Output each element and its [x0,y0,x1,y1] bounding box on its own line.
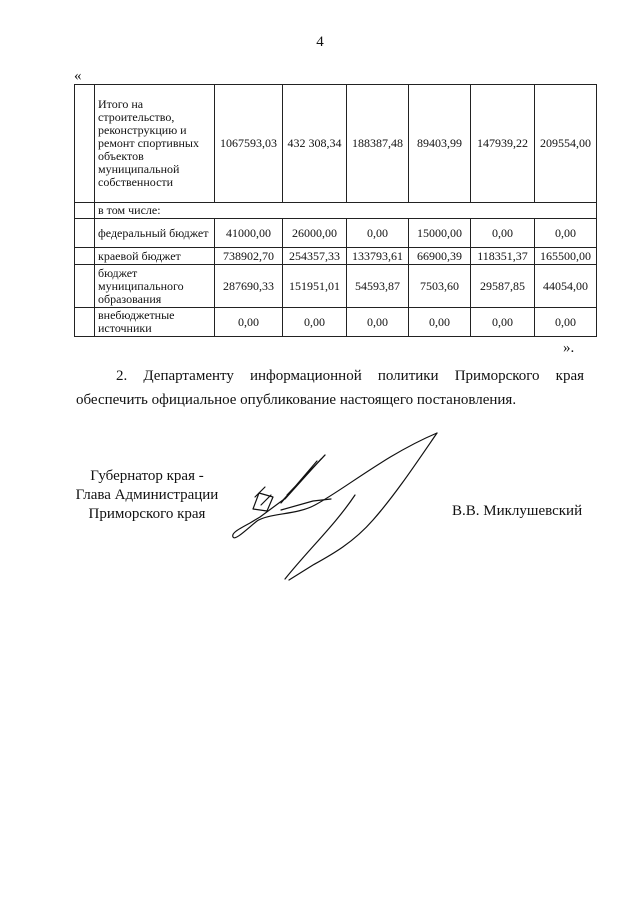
value-cell: 41000,00 [215,219,283,248]
value-cell: 432 308,34 [283,85,347,203]
table-row [75,85,597,203]
value-cell: 89403,99 [409,85,471,203]
value-cell: 54593,87 [347,265,409,308]
value-cell: 44054,00 [535,265,597,308]
row-marker-cell [75,219,95,248]
value-cell: 1067593,03 [215,85,283,203]
value-cell: 0,00 [347,219,409,248]
table-row [75,219,597,248]
row-marker-cell [75,85,95,203]
signatory-name: В.В. Миклушевский [452,503,583,519]
row-label: краевой бюджет [95,248,215,265]
value-cell: 26000,00 [283,219,347,248]
table-row [75,248,597,265]
opening-quote: « [74,68,82,84]
value-cell: 738902,70 [215,248,283,265]
row-label: в том числе: [95,203,597,219]
value-cell: 188387,48 [347,85,409,203]
signatory-title [72,467,222,524]
paragraph-line-1: 2. Департаменту информационной политики Приморского края [116,368,584,384]
row-marker-cell [75,203,95,219]
value-cell: 0,00 [409,308,471,337]
value-cell: 0,00 [347,308,409,337]
value-cell: 0,00 [535,219,597,248]
row-marker-cell [75,308,95,337]
signatory-title-line: Приморского края [88,506,206,522]
table-row [75,265,597,308]
handwritten-signature [225,425,450,585]
row-label: внебюджетные источники [95,308,215,337]
value-cell: 0,00 [471,219,535,248]
value-cell: 29587,85 [471,265,535,308]
row-label: Итого на строительство, реконструкцию и ремонт спортивных объектов муниципальной собственности [95,85,215,203]
row-marker-cell [75,248,95,265]
page-number: 4 [316,34,324,50]
row-label: федеральный бюджет [95,219,215,248]
row-label: бюджет муниципального образования [95,265,215,308]
table-row [75,308,597,337]
value-cell: 151951,01 [283,265,347,308]
value-cell: 7503,60 [409,265,471,308]
signatory-title-line: Глава Администрации [75,487,219,503]
value-cell: 118351,37 [471,248,535,265]
value-cell: 165500,00 [535,248,597,265]
signatory-title-line: Губернатор края - [90,468,204,484]
closing-quote: ». [563,340,575,356]
value-cell: 147939,22 [471,85,535,203]
value-cell: 0,00 [471,308,535,337]
row-marker-cell [75,265,95,308]
value-cell: 254357,33 [283,248,347,265]
value-cell: 66900,39 [409,248,471,265]
budget-table [74,84,597,337]
value-cell: 209554,00 [535,85,597,203]
value-cell: 287690,33 [215,265,283,308]
value-cell: 133793,61 [347,248,409,265]
value-cell: 15000,00 [409,219,471,248]
value-cell: 0,00 [283,308,347,337]
table-row [75,203,597,219]
value-cell: 0,00 [215,308,283,337]
paragraph-line-2: обеспечить официальное опубликование настоящего постановления. [76,392,517,408]
value-cell: 0,00 [535,308,597,337]
